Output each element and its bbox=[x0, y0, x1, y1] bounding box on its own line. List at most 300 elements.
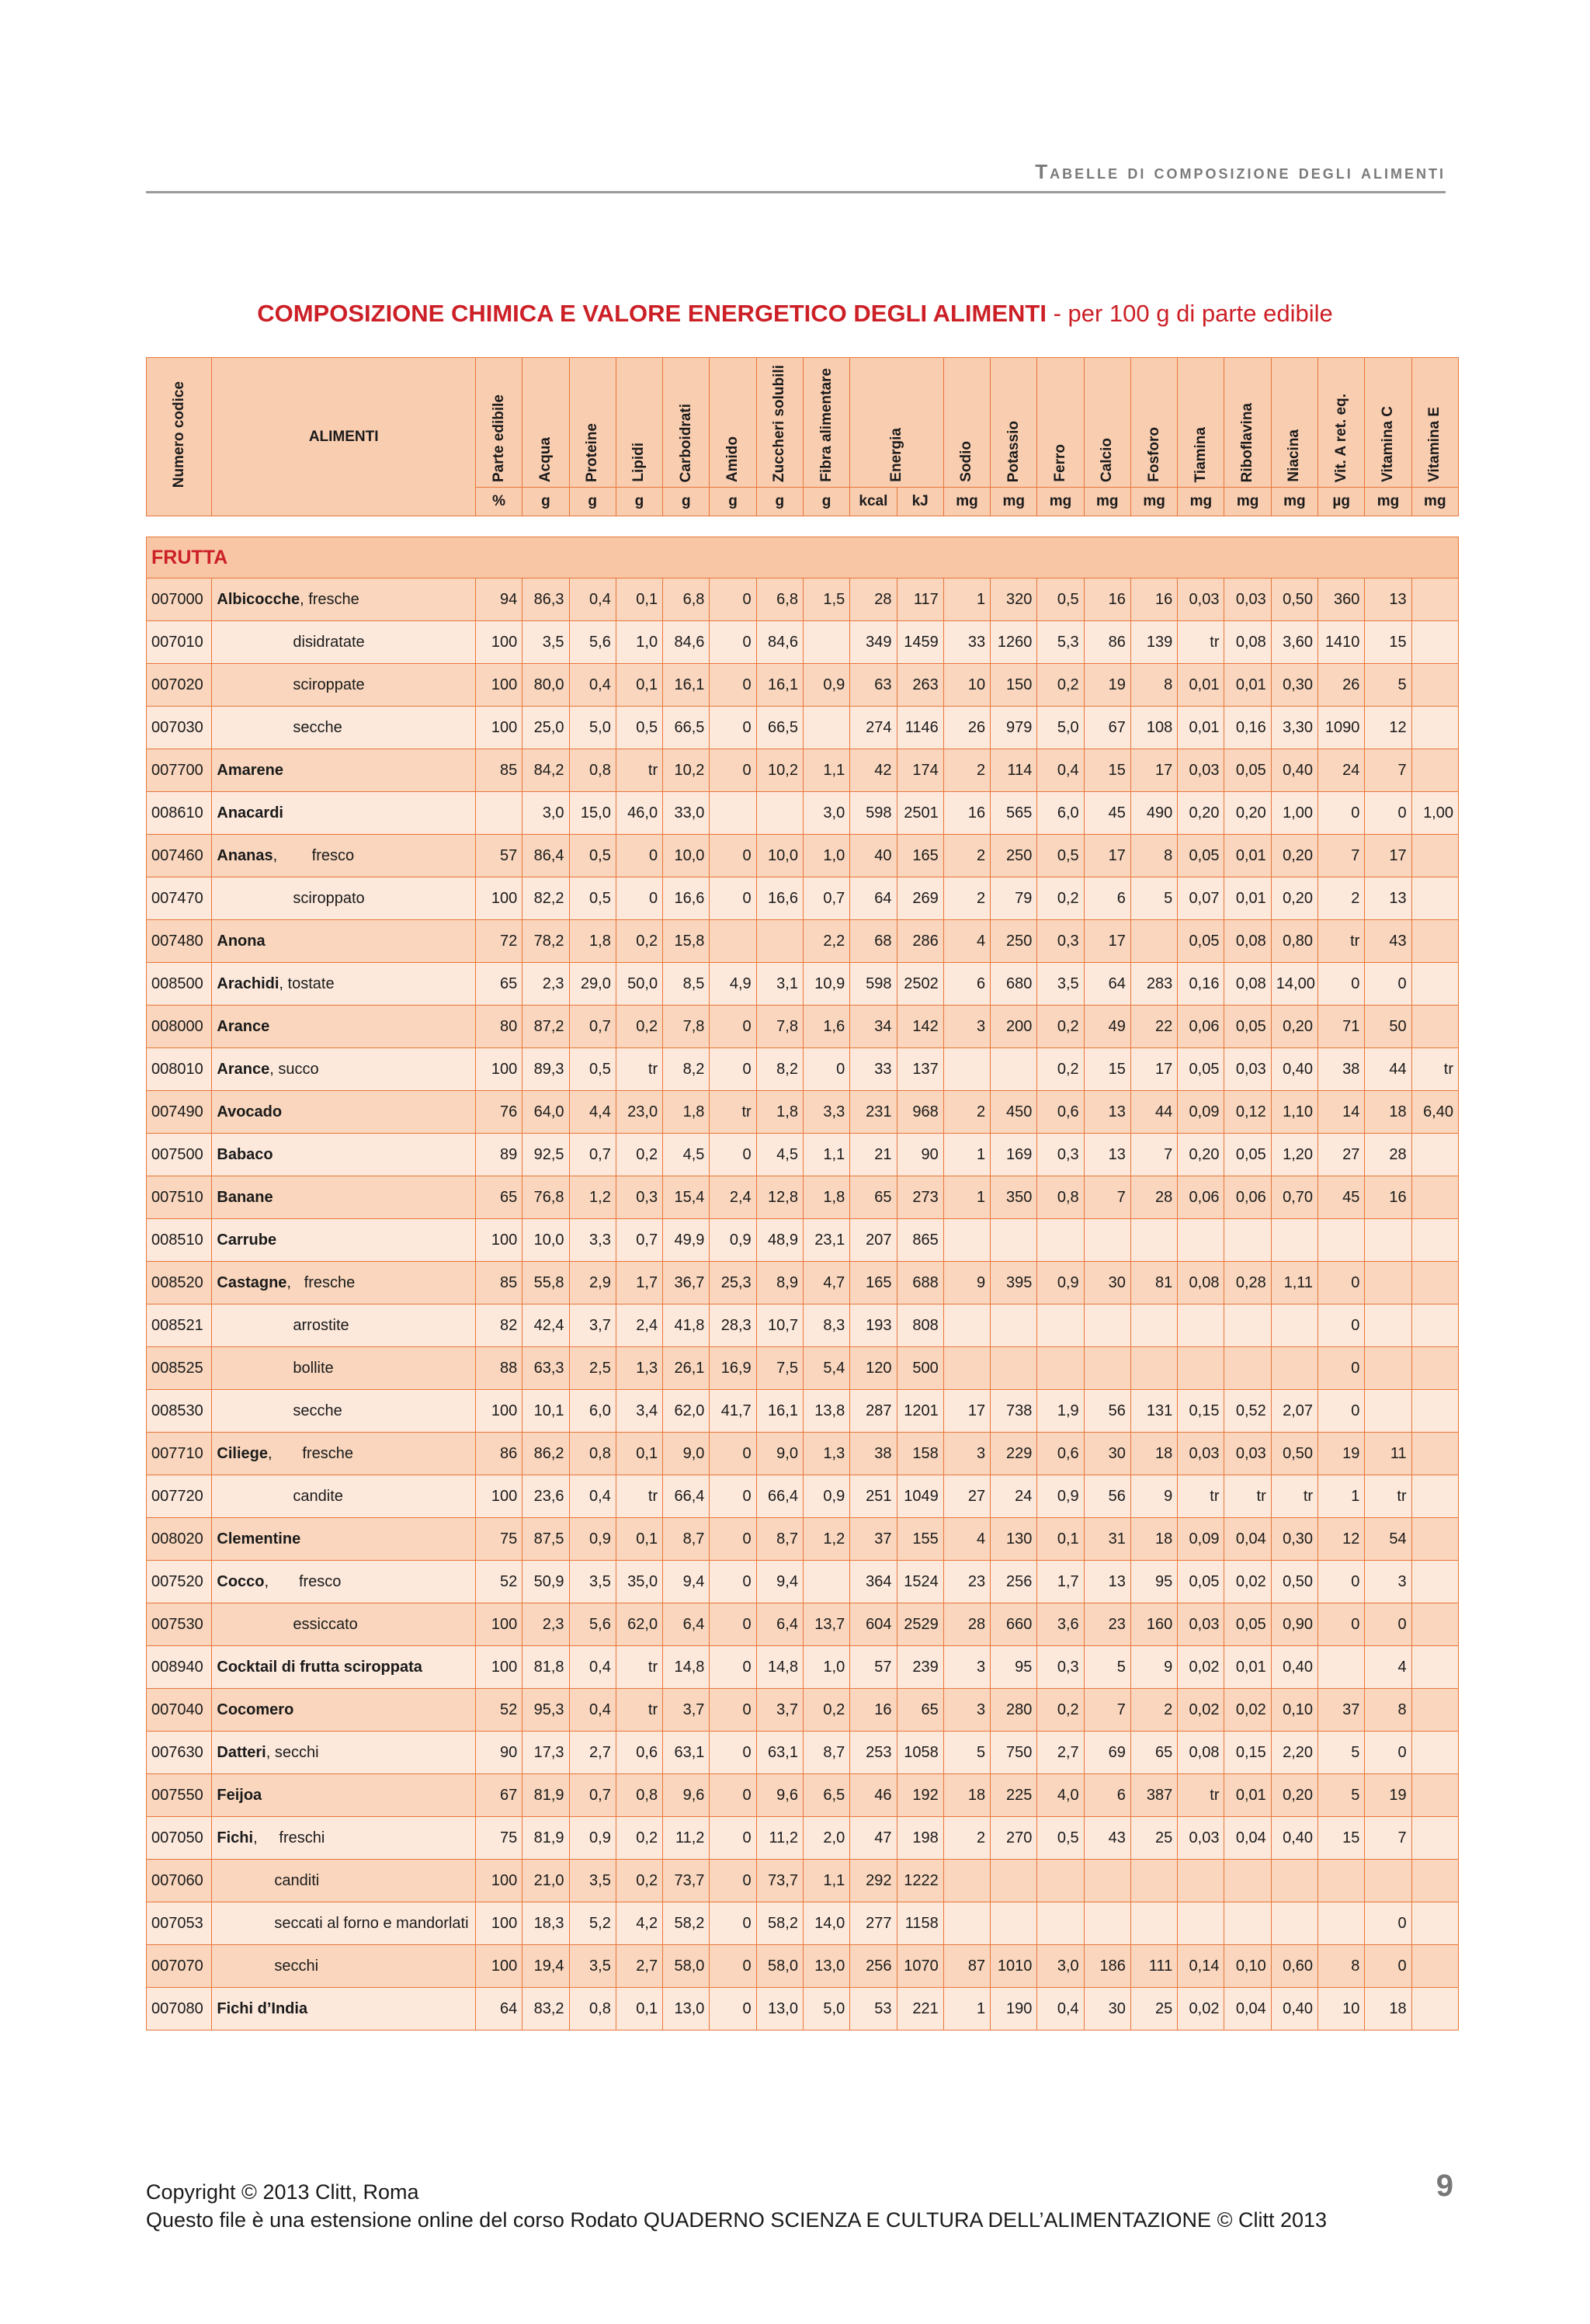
value-cell: 10 bbox=[943, 664, 990, 707]
value-cell: 7 bbox=[1084, 1689, 1130, 1732]
value-cell: 9 bbox=[1130, 1475, 1177, 1518]
value-cell: 8,2 bbox=[663, 1048, 710, 1091]
column-header-nutrient bbox=[1130, 358, 1177, 488]
value-cell: 29,0 bbox=[569, 963, 616, 1006]
column-header-food-label: ALIMENTI bbox=[308, 428, 379, 445]
value-cell bbox=[1411, 1475, 1458, 1518]
table-row bbox=[147, 1176, 1459, 1219]
value-cell: 0,20 bbox=[1271, 877, 1317, 920]
food-variant: , freschi bbox=[253, 1829, 325, 1846]
value-cell: 193 bbox=[850, 1304, 897, 1347]
value-cell: 0,40 bbox=[1271, 749, 1317, 792]
value-cell bbox=[1271, 1347, 1317, 1390]
table-row bbox=[147, 1304, 1459, 1347]
column-header-nutrient-label: Amido bbox=[724, 436, 741, 482]
unit-cell: g bbox=[663, 488, 710, 516]
value-cell: 165 bbox=[850, 1262, 897, 1304]
unit-cell: mg bbox=[1084, 488, 1130, 516]
value-cell: 0,2 bbox=[616, 920, 662, 963]
value-cell bbox=[943, 1219, 990, 1262]
value-cell: 2,9 bbox=[569, 1262, 616, 1304]
value-cell: 15 bbox=[1084, 749, 1130, 792]
value-cell: 3,60 bbox=[1271, 621, 1317, 664]
food-name-cell bbox=[212, 1902, 476, 1945]
food-variant: candite bbox=[293, 1487, 343, 1505]
value-cell: 130 bbox=[991, 1518, 1037, 1561]
value-cell: 17 bbox=[943, 1390, 990, 1433]
course-line: Questo file è una estensione online del corso Rodato QUADERNO SCIENZA E CULTURA DELL’ALIMENTAZIONE © Clitt 2013 bbox=[146, 2208, 1328, 2232]
value-cell: 0,80 bbox=[1271, 920, 1317, 963]
value-cell bbox=[1037, 1347, 1084, 1390]
value-cell bbox=[1411, 1304, 1458, 1347]
table-row bbox=[147, 1134, 1459, 1176]
unit-cell: g bbox=[522, 488, 569, 516]
column-header-nutrient-label: Vit. A ret. eq. bbox=[1332, 393, 1349, 482]
column-header-nutrient bbox=[1318, 358, 1365, 488]
value-cell bbox=[1411, 1134, 1458, 1176]
food-name-cell bbox=[212, 749, 476, 792]
value-cell: 0 bbox=[1318, 1262, 1365, 1304]
value-cell: 1459 bbox=[897, 621, 943, 664]
value-cell: 28 bbox=[1130, 1176, 1177, 1219]
value-cell: 1,7 bbox=[1037, 1561, 1084, 1603]
value-cell: 2,7 bbox=[616, 1945, 662, 1988]
value-cell: 8,7 bbox=[756, 1518, 803, 1561]
value-cell: 1090 bbox=[1318, 707, 1365, 749]
value-cell: 198 bbox=[897, 1817, 943, 1860]
table-row bbox=[147, 1390, 1459, 1433]
value-cell: 14,8 bbox=[663, 1646, 710, 1689]
food-name-cell bbox=[212, 664, 476, 707]
value-cell: 16 bbox=[850, 1689, 897, 1732]
value-cell: 9,6 bbox=[756, 1774, 803, 1817]
food-name-cell bbox=[212, 1817, 476, 1860]
value-cell: 1,5 bbox=[803, 578, 849, 621]
value-cell: 0 bbox=[710, 1902, 756, 1945]
value-cell: 0,02 bbox=[1224, 1561, 1271, 1603]
value-cell: 49 bbox=[1084, 1006, 1130, 1048]
value-cell: 1222 bbox=[897, 1860, 943, 1902]
value-cell: 0,20 bbox=[1271, 1006, 1317, 1048]
food-name: Amarene bbox=[217, 761, 283, 779]
value-cell: 0,6 bbox=[1037, 1091, 1084, 1134]
value-cell: 43 bbox=[1365, 920, 1411, 963]
value-cell bbox=[1130, 920, 1177, 963]
value-cell: 5 bbox=[943, 1732, 990, 1774]
value-cell bbox=[1411, 835, 1458, 877]
value-cell: 41,8 bbox=[663, 1304, 710, 1347]
value-cell: 0 bbox=[1365, 1603, 1411, 1646]
value-cell: 33 bbox=[943, 621, 990, 664]
value-cell: 2 bbox=[943, 1817, 990, 1860]
column-header-nutrient bbox=[616, 358, 662, 488]
food-code-cell: 007080 bbox=[147, 1988, 212, 2030]
value-cell: 0,30 bbox=[1271, 664, 1317, 707]
value-cell: 5,0 bbox=[1037, 707, 1084, 749]
table-row bbox=[147, 1518, 1459, 1561]
value-cell: 0,15 bbox=[1224, 1732, 1271, 1774]
value-cell bbox=[1178, 1902, 1224, 1945]
value-cell bbox=[1318, 1902, 1365, 1945]
food-code-cell: 008520 bbox=[147, 1262, 212, 1304]
column-header-nutrient bbox=[1411, 358, 1458, 488]
table-row bbox=[147, 578, 1459, 621]
value-cell: 9,4 bbox=[663, 1561, 710, 1603]
value-cell: 0,07 bbox=[1178, 877, 1224, 920]
value-cell: 0,2 bbox=[1037, 1006, 1084, 1048]
value-cell: 62,0 bbox=[616, 1603, 662, 1646]
value-cell: 6,40 bbox=[1411, 1091, 1458, 1134]
food-name: Cocomero bbox=[217, 1700, 294, 1718]
value-cell: 0,5 bbox=[1037, 835, 1084, 877]
value-cell: 0 bbox=[710, 749, 756, 792]
table-row bbox=[147, 1817, 1459, 1860]
value-cell: 0,04 bbox=[1224, 1817, 1271, 1860]
food-name-cell bbox=[212, 1475, 476, 1518]
value-cell: 0,05 bbox=[1178, 835, 1224, 877]
table-row bbox=[147, 1646, 1459, 1689]
food-variant: seccati al forno e mandorlati bbox=[274, 1914, 469, 1932]
food-variant: canditi bbox=[274, 1871, 320, 1889]
value-cell: 71 bbox=[1318, 1006, 1365, 1048]
value-cell: 28,3 bbox=[710, 1304, 756, 1347]
value-cell: 5 bbox=[1318, 1774, 1365, 1817]
value-cell: 55,8 bbox=[522, 1262, 569, 1304]
value-cell: 100 bbox=[475, 621, 522, 664]
food-code-cell: 007020 bbox=[147, 664, 212, 707]
value-cell: 44 bbox=[1365, 1048, 1411, 1091]
column-header-nutrient bbox=[475, 358, 522, 488]
value-cell: 2,2 bbox=[803, 920, 849, 963]
value-cell: 0,5 bbox=[1037, 578, 1084, 621]
value-cell: 7 bbox=[1084, 1176, 1130, 1219]
value-cell: 28 bbox=[1365, 1134, 1411, 1176]
food-variant: , tostate bbox=[279, 974, 335, 992]
value-cell: 0,2 bbox=[1037, 664, 1084, 707]
value-cell: 8 bbox=[1365, 1689, 1411, 1732]
food-name: Anona bbox=[217, 932, 266, 950]
value-cell: 0,16 bbox=[1224, 707, 1271, 749]
value-cell: 808 bbox=[897, 1304, 943, 1347]
value-cell: 16,1 bbox=[663, 664, 710, 707]
value-cell: 0,4 bbox=[1037, 749, 1084, 792]
value-cell: 7 bbox=[1365, 1817, 1411, 1860]
value-cell: 1,1 bbox=[803, 749, 849, 792]
value-cell: 63,1 bbox=[756, 1732, 803, 1774]
food-name: Banane bbox=[217, 1188, 273, 1206]
value-cell bbox=[991, 1860, 1037, 1902]
food-name-cell bbox=[212, 1603, 476, 1646]
value-cell: 0,50 bbox=[1271, 1433, 1317, 1475]
value-cell: 0,01 bbox=[1224, 1646, 1271, 1689]
value-cell: 0 bbox=[710, 707, 756, 749]
value-cell: 12,8 bbox=[756, 1176, 803, 1219]
value-cell: 1010 bbox=[991, 1945, 1037, 1988]
value-cell: 0 bbox=[803, 1048, 849, 1091]
value-cell: 274 bbox=[850, 707, 897, 749]
table-row bbox=[147, 1091, 1459, 1134]
value-cell: 349 bbox=[850, 621, 897, 664]
value-cell: 80,0 bbox=[522, 664, 569, 707]
value-cell: 3,5 bbox=[569, 1860, 616, 1902]
value-cell: 604 bbox=[850, 1603, 897, 1646]
value-cell: 286 bbox=[897, 920, 943, 963]
value-cell: 69 bbox=[1084, 1732, 1130, 1774]
value-cell: 3,7 bbox=[663, 1689, 710, 1732]
value-cell bbox=[1084, 1219, 1130, 1262]
value-cell: 0,20 bbox=[1178, 1134, 1224, 1176]
value-cell bbox=[1178, 1860, 1224, 1902]
value-cell: 0 bbox=[710, 1475, 756, 1518]
value-cell: 0,1 bbox=[616, 578, 662, 621]
value-cell: 360 bbox=[1318, 578, 1365, 621]
food-variant: , fresche bbox=[286, 1273, 356, 1291]
value-cell: 0,7 bbox=[569, 1006, 616, 1048]
value-cell: 9,0 bbox=[663, 1433, 710, 1475]
value-cell: 0,40 bbox=[1271, 1988, 1317, 2030]
value-cell: 1,8 bbox=[663, 1091, 710, 1134]
running-header: Tabelle di composizione degli alimenti bbox=[1035, 160, 1446, 183]
value-cell: 0,03 bbox=[1178, 1603, 1224, 1646]
value-cell: 2 bbox=[943, 877, 990, 920]
value-cell bbox=[1411, 749, 1458, 792]
value-cell: 1260 bbox=[991, 621, 1037, 664]
value-cell: 5 bbox=[1365, 664, 1411, 707]
value-cell: 33 bbox=[850, 1048, 897, 1091]
food-code-cell: 008610 bbox=[147, 792, 212, 835]
value-cell: 280 bbox=[991, 1689, 1037, 1732]
value-cell: 100 bbox=[475, 1390, 522, 1433]
value-cell: 12 bbox=[1318, 1518, 1365, 1561]
value-cell bbox=[1037, 1219, 1084, 1262]
table-row bbox=[147, 835, 1459, 877]
unit-cell: kJ bbox=[897, 488, 943, 516]
food-name: Arachidi bbox=[217, 974, 279, 992]
food-variant: bollite bbox=[293, 1359, 334, 1377]
value-cell bbox=[1271, 1304, 1317, 1347]
value-cell: 62,0 bbox=[663, 1390, 710, 1433]
value-cell: 0,01 bbox=[1178, 664, 1224, 707]
value-cell: 25,0 bbox=[522, 707, 569, 749]
value-cell: 16 bbox=[943, 792, 990, 835]
unit-cell: mg bbox=[1037, 488, 1084, 516]
value-cell: 4 bbox=[1365, 1646, 1411, 1689]
food-name: Arance bbox=[217, 1017, 270, 1035]
value-cell: 117 bbox=[897, 578, 943, 621]
food-name-cell bbox=[212, 1561, 476, 1603]
value-cell: 250 bbox=[991, 835, 1037, 877]
value-cell: 2,20 bbox=[1271, 1732, 1317, 1774]
value-cell: 0,4 bbox=[569, 578, 616, 621]
value-cell: 49,9 bbox=[663, 1219, 710, 1262]
value-cell: 3 bbox=[943, 1646, 990, 1689]
food-variant: , secchi bbox=[266, 1743, 319, 1761]
value-cell: 4,4 bbox=[569, 1091, 616, 1134]
value-cell: 16,6 bbox=[663, 877, 710, 920]
value-cell: 85 bbox=[475, 749, 522, 792]
value-cell: tr bbox=[1365, 1475, 1411, 1518]
food-name: Albicocche bbox=[217, 590, 300, 608]
value-cell: 221 bbox=[897, 1988, 943, 2030]
value-cell: 1146 bbox=[897, 707, 943, 749]
value-cell: 1,2 bbox=[803, 1518, 849, 1561]
value-cell: 28 bbox=[943, 1603, 990, 1646]
value-cell: 22 bbox=[1130, 1006, 1177, 1048]
food-code-cell: 007630 bbox=[147, 1732, 212, 1774]
column-header-nutrient bbox=[991, 358, 1037, 488]
value-cell bbox=[1411, 1561, 1458, 1603]
value-cell: 67 bbox=[475, 1774, 522, 1817]
food-name-cell bbox=[212, 1219, 476, 1262]
value-cell: 30 bbox=[1084, 1988, 1130, 2030]
value-cell bbox=[1084, 1902, 1130, 1945]
value-cell: 15 bbox=[1365, 621, 1411, 664]
value-cell: 0,9 bbox=[569, 1518, 616, 1561]
value-cell: 1,0 bbox=[616, 621, 662, 664]
value-cell: 0 bbox=[710, 1603, 756, 1646]
value-cell: 31 bbox=[1084, 1518, 1130, 1561]
value-cell bbox=[1411, 1646, 1458, 1689]
value-cell: 5 bbox=[1130, 877, 1177, 920]
value-cell: 8,7 bbox=[663, 1518, 710, 1561]
value-cell: 6,4 bbox=[663, 1603, 710, 1646]
value-cell: 16,1 bbox=[756, 1390, 803, 1433]
value-cell: 738 bbox=[991, 1390, 1037, 1433]
value-cell: 1 bbox=[1318, 1475, 1365, 1518]
value-cell: 18 bbox=[1130, 1433, 1177, 1475]
value-cell: 0 bbox=[616, 877, 662, 920]
value-cell: 4,5 bbox=[756, 1134, 803, 1176]
value-cell: 2529 bbox=[897, 1603, 943, 1646]
value-cell: 75 bbox=[475, 1518, 522, 1561]
value-cell: 34 bbox=[850, 1006, 897, 1048]
copyright-line: Copyright © 2013 Clitt, Roma bbox=[146, 2180, 419, 2204]
value-cell: 231 bbox=[850, 1091, 897, 1134]
food-code-cell: 007520 bbox=[147, 1561, 212, 1603]
value-cell: 1 bbox=[943, 1134, 990, 1176]
value-cell: 0,10 bbox=[1224, 1945, 1271, 1988]
value-cell: 8 bbox=[1318, 1945, 1365, 1988]
value-cell: 11,2 bbox=[663, 1817, 710, 1860]
value-cell: 5,6 bbox=[569, 621, 616, 664]
section-row bbox=[147, 537, 1459, 578]
value-cell bbox=[1084, 1347, 1130, 1390]
value-cell: 158 bbox=[897, 1433, 943, 1475]
value-cell: 0 bbox=[710, 835, 756, 877]
value-cell: 0,40 bbox=[1271, 1646, 1317, 1689]
value-cell: 7,8 bbox=[663, 1006, 710, 1048]
value-cell: 0,05 bbox=[1178, 920, 1224, 963]
value-cell: 1070 bbox=[897, 1945, 943, 1988]
table-row bbox=[147, 792, 1459, 835]
food-name-cell bbox=[212, 1006, 476, 1048]
value-cell: 73,7 bbox=[756, 1860, 803, 1902]
value-cell: 0,2 bbox=[803, 1689, 849, 1732]
column-header-nutrient bbox=[1271, 358, 1317, 488]
value-cell: 27 bbox=[943, 1475, 990, 1518]
value-cell: 7 bbox=[1130, 1134, 1177, 1176]
value-cell: 0,09 bbox=[1178, 1091, 1224, 1134]
value-cell: 1058 bbox=[897, 1732, 943, 1774]
value-cell: tr bbox=[1178, 1475, 1224, 1518]
table-row bbox=[147, 1988, 1459, 2030]
value-cell: 13,7 bbox=[803, 1603, 849, 1646]
value-cell: 50,9 bbox=[522, 1561, 569, 1603]
value-cell: 5,0 bbox=[803, 1988, 849, 2030]
value-cell: 4,0 bbox=[1037, 1774, 1084, 1817]
food-name-cell bbox=[212, 963, 476, 1006]
column-header-nutrient-label: Tiamina bbox=[1192, 426, 1209, 482]
column-header-nutrient-label: Zuccheri solubili bbox=[771, 365, 788, 482]
food-code-cell: 007000 bbox=[147, 578, 212, 621]
value-cell: 13,0 bbox=[756, 1988, 803, 2030]
value-cell bbox=[1084, 1304, 1130, 1347]
value-cell: 25 bbox=[1130, 1988, 1177, 2030]
column-header-nutrient bbox=[943, 358, 990, 488]
value-cell: 0 bbox=[710, 664, 756, 707]
value-cell: 23,0 bbox=[616, 1091, 662, 1134]
food-code-cell: 008530 bbox=[147, 1390, 212, 1433]
value-cell: 100 bbox=[475, 877, 522, 920]
page-title bbox=[0, 300, 1590, 328]
value-cell: 6,4 bbox=[756, 1603, 803, 1646]
value-cell: 0,03 bbox=[1178, 578, 1224, 621]
value-cell: 6,8 bbox=[756, 578, 803, 621]
value-cell: 1,00 bbox=[1271, 792, 1317, 835]
value-cell: 270 bbox=[991, 1817, 1037, 1860]
table-row bbox=[147, 1732, 1459, 1774]
value-cell bbox=[1178, 1219, 1224, 1262]
value-cell: 52 bbox=[475, 1561, 522, 1603]
value-cell: 19,4 bbox=[522, 1945, 569, 1988]
value-cell: 86,4 bbox=[522, 835, 569, 877]
value-cell: 3,5 bbox=[522, 621, 569, 664]
value-cell: 490 bbox=[1130, 792, 1177, 835]
value-cell: 3,0 bbox=[522, 792, 569, 835]
value-cell: 16,6 bbox=[756, 877, 803, 920]
value-cell: 0 bbox=[710, 621, 756, 664]
value-cell: 142 bbox=[897, 1006, 943, 1048]
value-cell: 4,2 bbox=[616, 1902, 662, 1945]
value-cell bbox=[1130, 1304, 1177, 1347]
value-cell: 64 bbox=[850, 877, 897, 920]
value-cell: 0,08 bbox=[1224, 963, 1271, 1006]
food-code-cell: 007700 bbox=[147, 749, 212, 792]
value-cell: 79 bbox=[991, 877, 1037, 920]
column-header-nutrient-label: Acqua bbox=[536, 436, 554, 482]
value-cell: 0,1 bbox=[616, 1433, 662, 1475]
value-cell: 0,9 bbox=[803, 664, 849, 707]
value-cell: 66,5 bbox=[756, 707, 803, 749]
value-cell: 0,50 bbox=[1271, 1561, 1317, 1603]
value-cell: 0,02 bbox=[1178, 1988, 1224, 2030]
value-cell: 256 bbox=[850, 1945, 897, 1988]
food-code-cell: 007530 bbox=[147, 1603, 212, 1646]
value-cell: 350 bbox=[991, 1176, 1037, 1219]
value-cell: 100 bbox=[475, 1902, 522, 1945]
value-cell: 24 bbox=[991, 1475, 1037, 1518]
value-cell: 87 bbox=[943, 1945, 990, 1988]
value-cell: 46 bbox=[850, 1774, 897, 1817]
value-cell: 85 bbox=[475, 1262, 522, 1304]
value-cell: 43 bbox=[1084, 1817, 1130, 1860]
food-name-cell bbox=[212, 1262, 476, 1304]
value-cell bbox=[991, 1219, 1037, 1262]
value-cell: 0 bbox=[710, 1945, 756, 1988]
value-cell: 0,7 bbox=[616, 1219, 662, 1262]
value-cell: 865 bbox=[897, 1219, 943, 1262]
value-cell: 72 bbox=[475, 920, 522, 963]
